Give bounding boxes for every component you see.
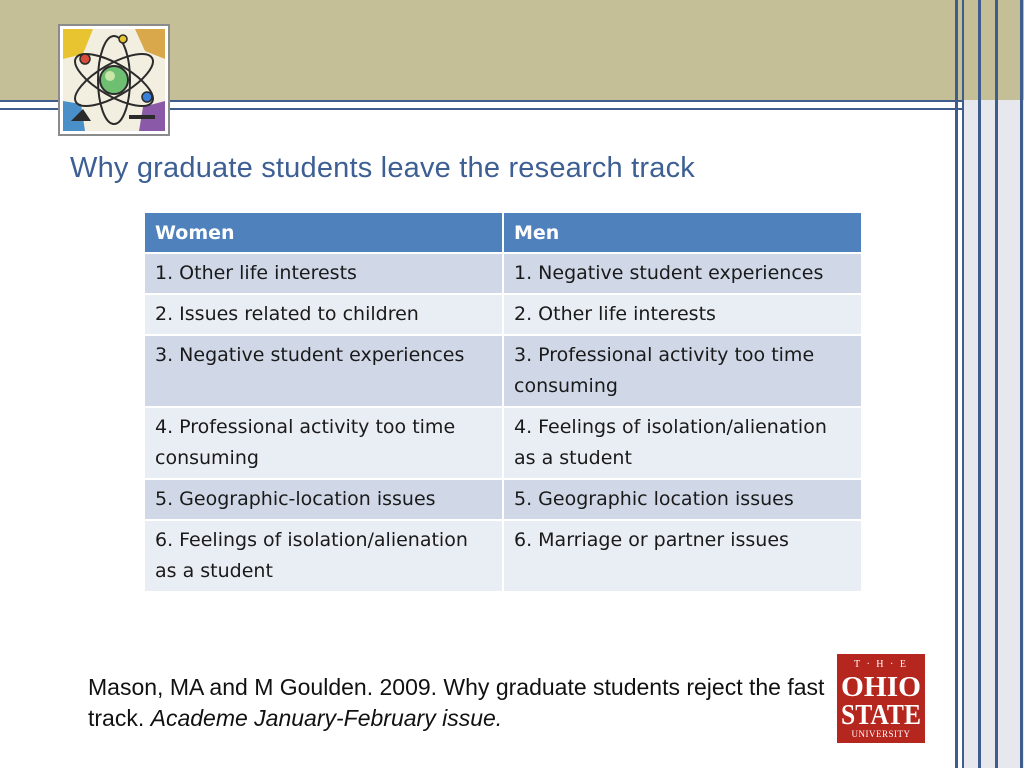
- table-row: [145, 253, 861, 294]
- table-cell-women: 4. Professional activity too time consuming: [145, 407, 503, 479]
- table-row: [145, 520, 861, 592]
- table-cell-women: 5. Geographic-location issues: [145, 479, 503, 520]
- logo-university: UNIVERSITY: [851, 729, 911, 739]
- reasons-table: [145, 213, 861, 593]
- column-header-women: Women: [145, 213, 503, 253]
- column-header-men: Men: [503, 213, 861, 253]
- table-cell-women: 6. Feelings of isolation/alienation as a student: [145, 520, 503, 592]
- vertical-rule-4: [995, 0, 998, 768]
- table-row: [145, 407, 861, 479]
- table-row: [145, 294, 861, 335]
- table-cell-women: 2. Issues related to children: [145, 294, 503, 335]
- page-title: Why graduate students leave the research track: [70, 152, 695, 184]
- citation: [88, 672, 828, 734]
- table-cell-men: 5. Geographic location issues: [503, 479, 861, 520]
- ohio-state-logo-icon: [837, 654, 925, 743]
- logo-the: T · H · E: [854, 659, 908, 670]
- citation-journal: Academe January-February issue.: [150, 705, 503, 731]
- table-cell-men: 2. Other life interests: [503, 294, 861, 335]
- ohio-state-logo: [837, 654, 925, 743]
- table-cell-men: 3. Professional activity too time consuming: [503, 335, 861, 407]
- science-clipart-icon: [63, 29, 165, 131]
- table-cell-men: 6. Marriage or partner issues: [503, 520, 861, 592]
- table-cell-women: 1. Other life interests: [145, 253, 503, 294]
- science-clipart: [58, 24, 170, 136]
- table-row: [145, 479, 861, 520]
- right-header-band: [962, 0, 1024, 100]
- table-cell-women: 3. Negative student experiences: [145, 335, 503, 407]
- right-side-panel: [962, 0, 1024, 768]
- table-cell-men: 4. Feelings of isolation/alienation as a student: [503, 407, 861, 479]
- logo-ohio: OHIO: [841, 671, 921, 703]
- logo-state: STATE: [841, 699, 921, 731]
- table-cell-men: 1. Negative student experiences: [503, 253, 861, 294]
- citation-text: Mason, MA and M Goulden. 2009. Why graduate students reject the fast track.: [88, 674, 825, 731]
- table-header-row: [145, 213, 861, 253]
- vertical-rule-2: [962, 0, 964, 768]
- vertical-rule-5: [1020, 0, 1023, 768]
- vertical-rule-1: [955, 0, 958, 768]
- vertical-rule-3: [978, 0, 981, 768]
- table-row: [145, 335, 861, 407]
